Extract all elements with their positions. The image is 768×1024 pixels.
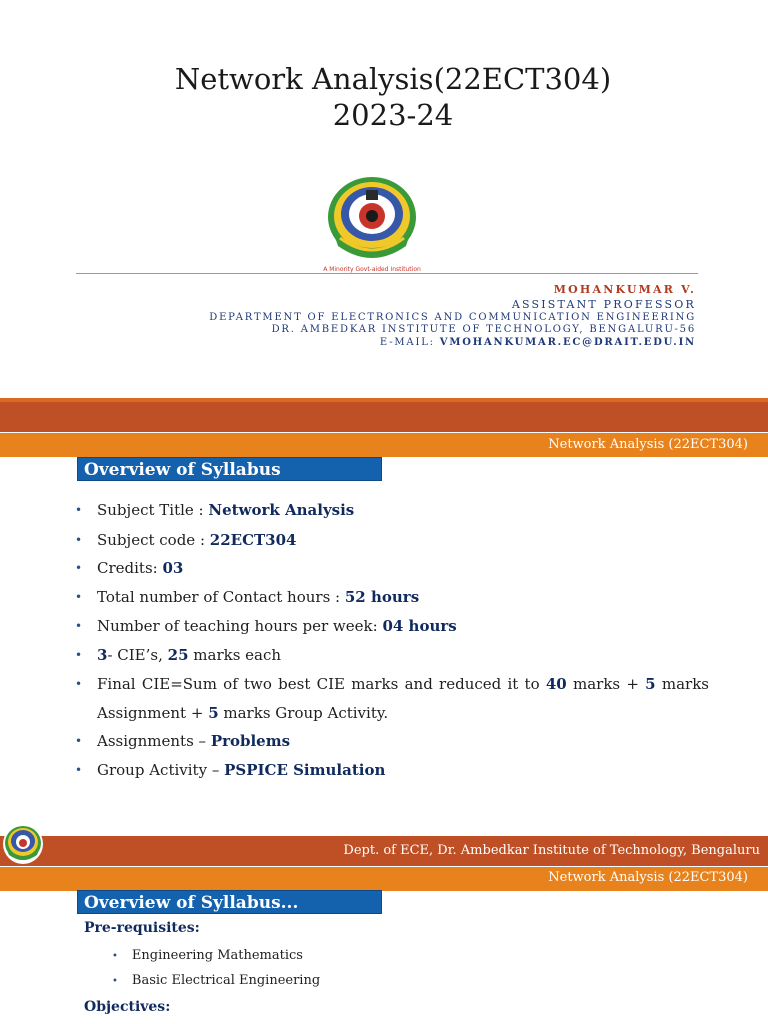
bullet-icon: •: [75, 590, 83, 604]
bullet-icon: •: [112, 976, 118, 987]
course-label: Network Analysis (22ECT304): [548, 437, 748, 452]
author-email: [380, 337, 696, 348]
prerequisites-heading: Pre-requisites:: [84, 920, 200, 936]
course-label: Network Analysis (22ECT304): [548, 870, 748, 885]
title-divider: [76, 273, 698, 274]
author-department: DEPARTMENT OF ELECTRONICS AND COMMUNICATION ENGINEERING: [209, 312, 696, 323]
bullet-icon: •: [75, 763, 83, 777]
institute-logo: [320, 170, 426, 274]
footer-band: [0, 402, 768, 432]
svg-text:A Minority Govt-aided Institut: A Minority Govt-aided Institution: [323, 266, 421, 273]
bullet-icon: •: [75, 648, 83, 662]
objectives-heading: Objectives:: [84, 999, 171, 1015]
list-item: • Basic Electrical Engineering: [112, 973, 321, 988]
bullet-icon: •: [112, 951, 118, 962]
author-institute: DR. AMBEDKAR INSTITUTE OF TECHNOLOGY, BENGALURU-56: [271, 324, 696, 335]
bullet-icon: •: [75, 503, 83, 517]
presentation-title: Network Analysis(22ECT304): [174, 62, 612, 96]
bullet-icon: •: [75, 734, 83, 748]
author-role: ASSISTANT PROFESSOR: [511, 298, 696, 311]
list-item-continuation: Assignment + 5 marks Group Activity.: [97, 704, 389, 722]
footer-logo: [2, 823, 44, 865]
footer-institute: Dept. of ECE, Dr. Ambedkar Institute of Technology, Bengaluru: [343, 843, 760, 858]
bullet-icon: •: [75, 561, 83, 575]
section-title: Overview of Syllabus: [77, 457, 382, 481]
email-label: E-MAIL:: [379, 337, 435, 348]
bullet-icon: •: [75, 677, 83, 691]
list-item: • Engineering Mathematics: [112, 948, 303, 963]
bullet-icon: •: [75, 619, 83, 633]
section-title: Overview of Syllabus...: [77, 890, 382, 914]
author-name: MOHANKUMAR V.: [553, 283, 696, 296]
bullet-icon: •: [75, 533, 83, 547]
email-address[interactable]: VMOHANKUMAR.EC@DRAIT.EDU.IN: [439, 337, 696, 348]
academic-year: 2023-24: [332, 98, 454, 132]
